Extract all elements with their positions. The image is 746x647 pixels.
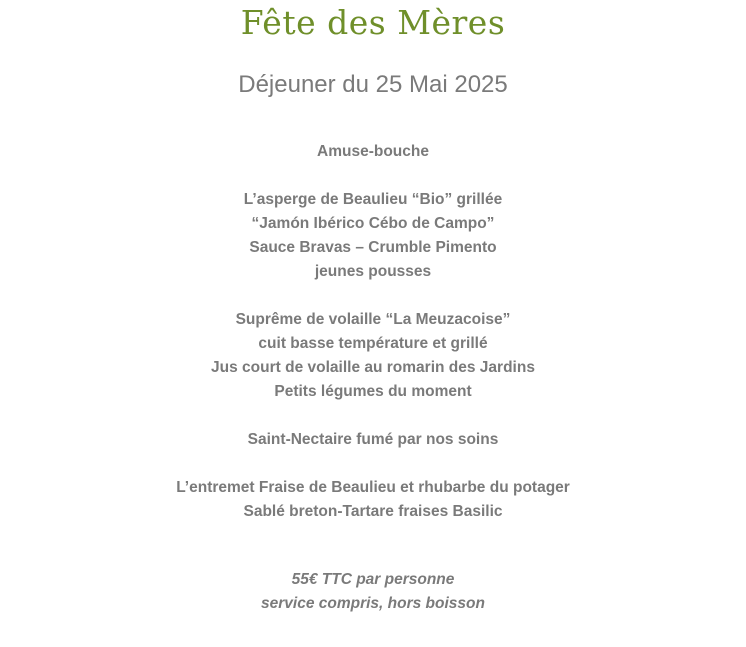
menu-line: “Jamón Ibérico Cébo de Campo”	[251, 215, 495, 232]
price-block	[0, 568, 746, 616]
page-subtitle: Déjeuner du 25 Mai 2025	[238, 71, 508, 98]
price-conditions: service compris, hors boisson	[261, 595, 485, 612]
menu-line: Saint-Nectaire fumé par nos soins	[247, 431, 499, 448]
menu-list	[0, 140, 746, 548]
menu-line: cuit basse température et grillé	[258, 335, 488, 352]
page-title: Fête des Mères	[240, 3, 506, 42]
price-per-person: 55€ TTC par personne	[291, 571, 455, 588]
menu-line: Sauce Bravas – Crumble Pimento	[249, 239, 497, 256]
course-cheese	[0, 428, 746, 452]
menu-line: Petits légumes du moment	[274, 383, 472, 400]
menu-line: L’entremet Fraise de Beaulieu et rhubarbe du potager	[176, 479, 570, 496]
menu-line: Suprême de volaille “La Meuzacoise”	[235, 311, 511, 328]
course-dessert	[0, 476, 746, 524]
course-starter	[0, 188, 746, 284]
menu-line: Amuse-bouche	[317, 143, 429, 160]
menu-line: jeunes pousses	[314, 263, 432, 280]
menu-line: Jus court de volaille au romarin des Jardins	[211, 359, 535, 376]
course-amuse-bouche	[0, 140, 746, 164]
menu-line: Sablé breton-Tartare fraises Basilic	[243, 503, 503, 520]
course-main	[0, 308, 746, 404]
menu-line: L’asperge de Beaulieu “Bio” grillée	[243, 191, 503, 208]
